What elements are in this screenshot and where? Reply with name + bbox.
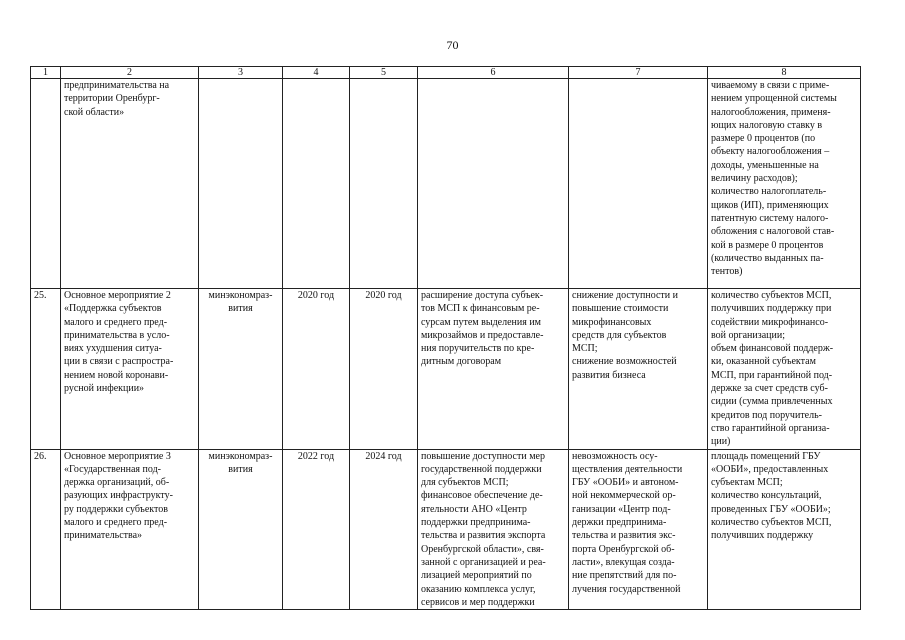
- consequences-cell: [569, 79, 708, 289]
- header-cell-1: 1: [31, 67, 61, 79]
- table-row: [31, 79, 861, 289]
- header-row: [31, 67, 861, 79]
- start-year-cell: [283, 79, 350, 289]
- executor-cell: [199, 79, 283, 289]
- table-row: [31, 289, 861, 450]
- expected-result-cell: расширение доступа субъек- тов МСП к финансовым ре- сурсам путем выделения им микрозаймов и предоставле- ния поручительств по кре- дитным договорам: [418, 289, 569, 450]
- row-number-cell: [31, 79, 61, 289]
- consequences-cell: невозможность осу- ществления деятельности ГБУ «ООБИ» и автоном- ной некоммерческой ор- ганизации «Центр под- держки предпринима- тельства и развития экс- порта Оренбургской об- ласти», влекущая созда- ние препятствий для по- лучения государственной: [569, 449, 708, 610]
- header-cell-7: 7: [569, 67, 708, 79]
- indicators-cell: площадь помещений ГБУ «ООБИ», предоставленных субъектам МСП; количество консультаций, проведенных ГБУ «ООБИ»; количество субъектов МСП, получивших поддержку: [708, 449, 861, 610]
- end-year-cell: [350, 79, 418, 289]
- table-row: [31, 449, 861, 610]
- indicators-cell: чиваемому в связи с приме- нением упрощенной системы налогообложения, применя- ющих налоговую ставку в размере 0 процентов (по объекту налогообложения – доходы, уменьшенные на величину расходов); количество налогоплатель- щиков (ИП), применяющих патентную систему налого- обложения с налоговой став- кой в размере 0 процентов (количество выданных па- тентов): [708, 79, 861, 289]
- expected-result-cell: [418, 79, 569, 289]
- measure-name-cell: Основное мероприятие 2 «Поддержка субъектов малого и среднего пред- принимательства в усло- виях ухудшения ситуа- ции в связи с распростра- нением новой коронави- русной инфекции»: [61, 289, 199, 450]
- header-cell-5: 5: [350, 67, 418, 79]
- row-number-cell: 26.: [31, 449, 61, 610]
- measure-name-cell: Основное мероприятие 3 «Государственная под- держка организаций, об- разующих инфраструкту- ру поддержки субъектов малого и среднего пред- принимательства»: [61, 449, 199, 610]
- measure-name-cell: предпринимательства на территории Оренбург- ской области»: [61, 79, 199, 289]
- row-number-cell: 25.: [31, 289, 61, 450]
- page-number: 70: [446, 38, 459, 52]
- start-year-cell: 2022 год: [283, 449, 350, 610]
- header-cell-2: 2: [61, 67, 199, 79]
- end-year-cell: 2020 год: [350, 289, 418, 450]
- expected-result-cell: повышение доступности мер государственной поддержки для субъектов МСП; финансовое обеспечение де- ятельности АНО «Центр поддержки предпринима- тельства и развития экспорта Оренбургской области», свя- занной с организацией и реа- лизацией мероприятий по оказанию комплекса услуг, сервисов и мер поддержки: [418, 449, 569, 610]
- executor-cell: минэкономраз- вития: [199, 449, 283, 610]
- end-year-cell: 2024 год: [350, 449, 418, 610]
- indicators-cell: количество субъектов МСП, получивших поддержку при содействии микрофинансо- вой организации; объем финансовой поддерж- ки, оказанной субъектам МСП, при гарантийной под- держке за счет средств суб- сидии (сумма привлеченных кредитов под поручитель- ство гарантийной организа- ции): [708, 289, 861, 450]
- header-cell-3: 3: [199, 67, 283, 79]
- header-cell-6: 6: [418, 67, 569, 79]
- measures-table: [30, 66, 861, 610]
- header-cell-4: 4: [283, 67, 350, 79]
- consequences-cell: снижение доступности и повышение стоимости микрофинансовых средств для субъектов МСП; снижение возможностей развития бизнеса: [569, 289, 708, 450]
- executor-cell: минэкономраз- вития: [199, 289, 283, 450]
- start-year-cell: 2020 год: [283, 289, 350, 450]
- header-cell-8: 8: [708, 67, 861, 79]
